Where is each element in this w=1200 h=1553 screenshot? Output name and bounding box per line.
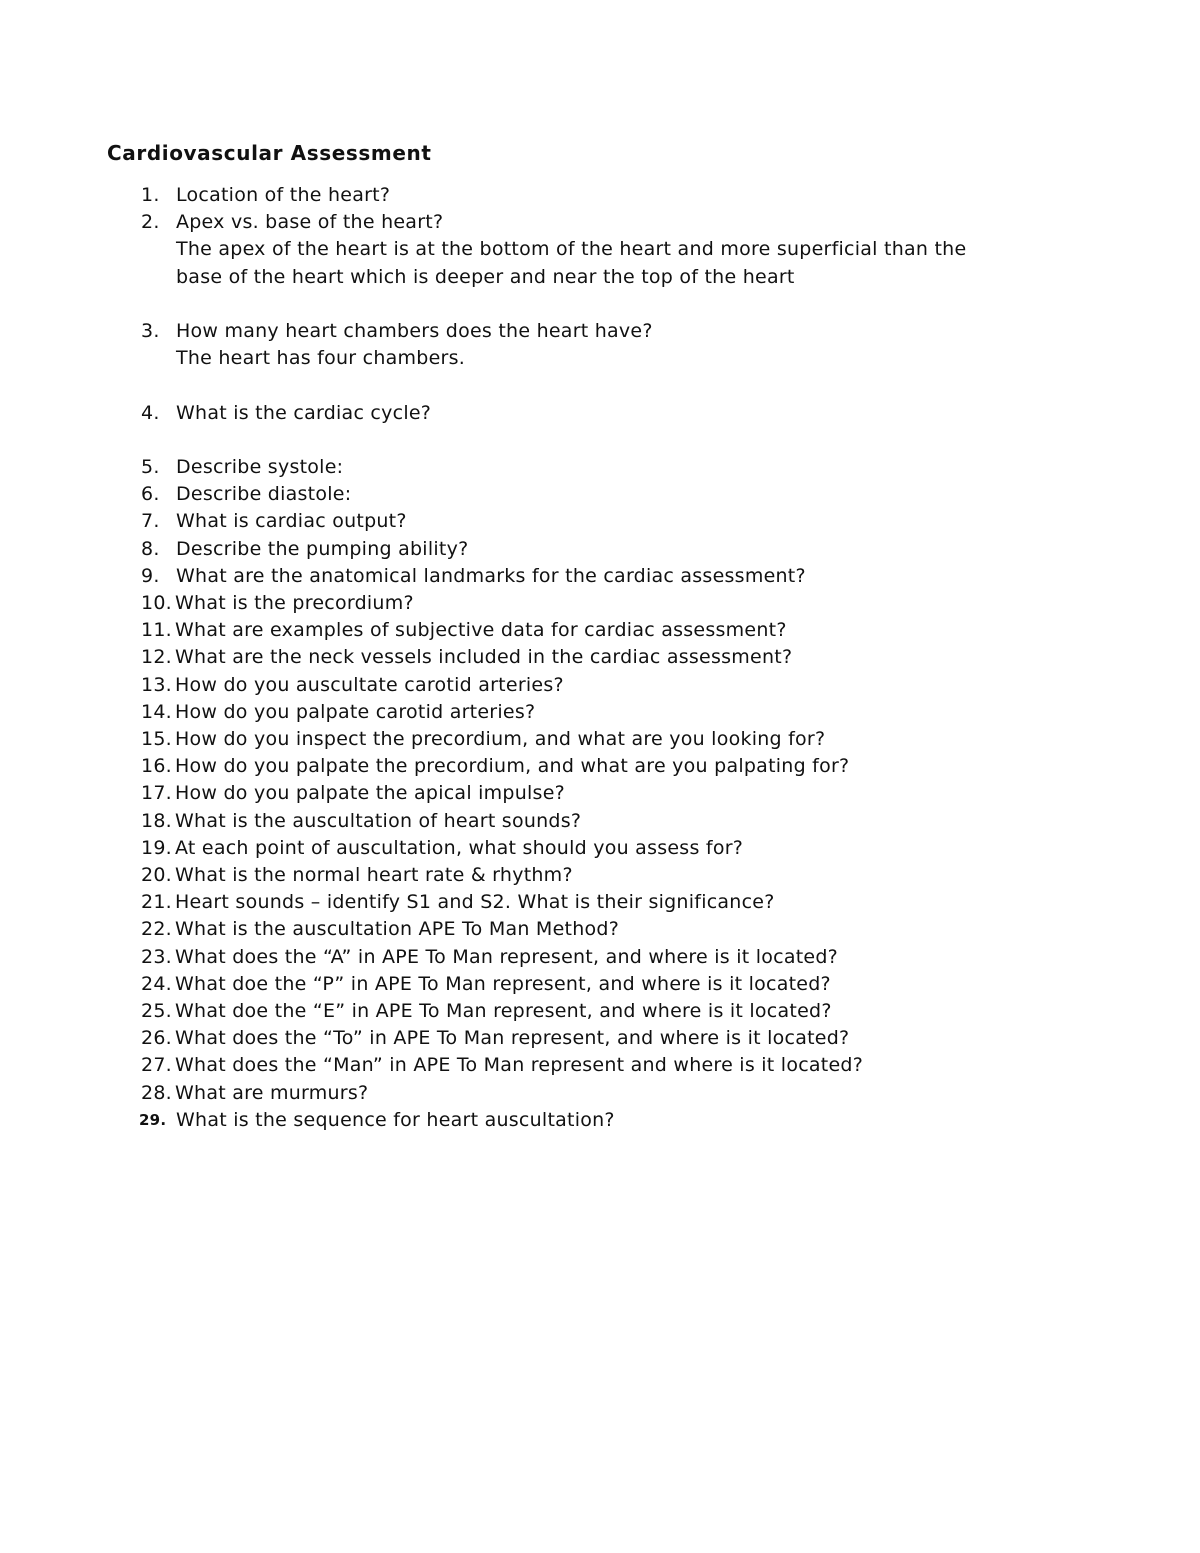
- question-text: Apex vs. base of the heart?: [176, 211, 444, 234]
- question-number: 17.: [141, 782, 172, 805]
- question-number: 2.: [141, 211, 160, 234]
- question-text: What does the “Man” in APE To Man represent and where is it located?: [175, 1054, 864, 1077]
- question-item-10: [0, 590, 1200, 617]
- question-text: How many heart chambers does the heart have?: [176, 320, 653, 342]
- question-text: Location of the heart?: [176, 184, 391, 206]
- question-item-4: [0, 400, 1200, 427]
- question-item-17: [0, 780, 1200, 807]
- question-text: How do you auscultate carotid arteries?: [175, 673, 564, 696]
- question-number: 11.: [141, 619, 172, 642]
- question-text: What are the neck vessels included in the cardiac assessment?: [175, 646, 793, 669]
- question-text: What is the auscultation of heart sounds?: [175, 809, 582, 832]
- question-number: 6.: [141, 483, 160, 506]
- question-text: What is the precordium?: [175, 592, 414, 614]
- question-item-5: [0, 454, 1200, 481]
- question-text: What is the sequence for heart auscultation?: [176, 1108, 615, 1131]
- question-number: 7.: [141, 510, 160, 533]
- question-item-19: [0, 835, 1200, 862]
- question-text: How do you palpate carotid arteries?: [175, 700, 536, 723]
- question-number: 22.: [141, 918, 172, 941]
- question-number: 21.: [141, 891, 172, 914]
- answer-line: The heart has four chambers.: [176, 347, 466, 370]
- question-text: Describe diastole:: [176, 483, 352, 506]
- question-text: What are the anatomical landmarks for the cardiac assessment?: [176, 564, 806, 587]
- answer-line: The apex of the heart is at the bottom of the heart and more superficial than the: [176, 238, 967, 261]
- question-number: 19.: [141, 836, 172, 859]
- question-text: How do you inspect the precordium, and what are you looking for?: [175, 728, 826, 751]
- question-number: 9.: [141, 564, 160, 587]
- question-item-22: [0, 916, 1200, 943]
- question-text: What are examples of subjective data for cardiac assessment?: [175, 619, 787, 642]
- question-number: 1.: [141, 184, 160, 206]
- question-number: 26.: [141, 1027, 172, 1050]
- question-number: 15.: [141, 728, 172, 751]
- question-text: What doe the “P” in APE To Man represent, and where is it located?: [175, 972, 831, 995]
- question-text: What does the “To” in APE To Man represent, and where is it located?: [175, 1027, 850, 1050]
- question-number: 27.: [141, 1054, 172, 1077]
- question-text: At each point of auscultation, what should you assess for?: [175, 836, 744, 859]
- question-item-13: [0, 672, 1200, 699]
- question-item-3: [0, 318, 1200, 372]
- question-item-7: [0, 508, 1200, 535]
- question-item-24: [0, 971, 1200, 998]
- question-item-27: [0, 1052, 1200, 1079]
- answer-line: base of the heart which is deeper and near the top of the heart: [176, 265, 795, 288]
- question-item-18: [0, 808, 1200, 835]
- question-number: 3.: [141, 320, 160, 342]
- question-number: 29.: [139, 1110, 167, 1129]
- question-item-28: [0, 1080, 1200, 1107]
- question-item-6: [0, 481, 1200, 508]
- question-item-16: [0, 753, 1200, 780]
- question-text: Describe systole:: [176, 455, 344, 478]
- question-item-21: [0, 889, 1200, 916]
- question-number: 16.: [141, 755, 172, 778]
- question-text: What is the auscultation APE To Man Method?: [175, 918, 620, 941]
- question-item-23: [0, 944, 1200, 971]
- question-number: 25.: [141, 1000, 172, 1023]
- question-number: 4.: [141, 401, 160, 424]
- question-text: What is the cardiac cycle?: [176, 401, 432, 424]
- question-text: What does the “A” in APE To Man represent, and where is it located?: [175, 945, 839, 968]
- question-item-14: [0, 699, 1200, 726]
- document-title: Cardiovascular Assessment: [107, 141, 432, 165]
- question-item-25: [0, 998, 1200, 1025]
- question-number: 8.: [141, 537, 160, 560]
- answer-text: [176, 236, 1076, 290]
- question-item-12: [0, 644, 1200, 671]
- question-item-20: [0, 862, 1200, 889]
- question-text: Describe the pumping ability?: [176, 537, 469, 560]
- question-item-8: [0, 536, 1200, 563]
- answer-text: [176, 345, 1076, 372]
- question-item-11: [0, 617, 1200, 644]
- question-item-26: [0, 1025, 1200, 1052]
- question-item-2: [0, 209, 1200, 291]
- question-text: How do you palpate the apical impulse?: [175, 782, 565, 805]
- question-list: [0, 182, 1200, 1134]
- question-text: What are murmurs?: [175, 1081, 369, 1104]
- question-number: 5.: [141, 455, 160, 478]
- question-text: What is the normal heart rate & rhythm?: [175, 864, 573, 887]
- question-number: 10.: [141, 592, 172, 614]
- question-number: 23.: [141, 945, 172, 968]
- question-text: What is cardiac output?: [176, 510, 407, 533]
- question-number: 14.: [141, 700, 172, 723]
- question-number: 20.: [141, 864, 172, 887]
- question-number: 12.: [141, 646, 172, 669]
- question-item-29: [0, 1107, 1200, 1134]
- question-text: How do you palpate the precordium, and what are you palpating for?: [175, 755, 850, 778]
- question-item-9: [0, 563, 1200, 590]
- question-number: 28.: [141, 1081, 172, 1104]
- question-item-15: [0, 726, 1200, 753]
- question-number: 13.: [141, 673, 172, 696]
- question-number: 18.: [141, 809, 172, 832]
- question-number: 24.: [141, 972, 172, 995]
- question-text: Heart sounds – identify S1 and S2. What is their significance?: [175, 891, 775, 914]
- question-item-1: [0, 182, 1200, 209]
- question-text: What doe the “E” in APE To Man represent, and where is it located?: [175, 1000, 832, 1023]
